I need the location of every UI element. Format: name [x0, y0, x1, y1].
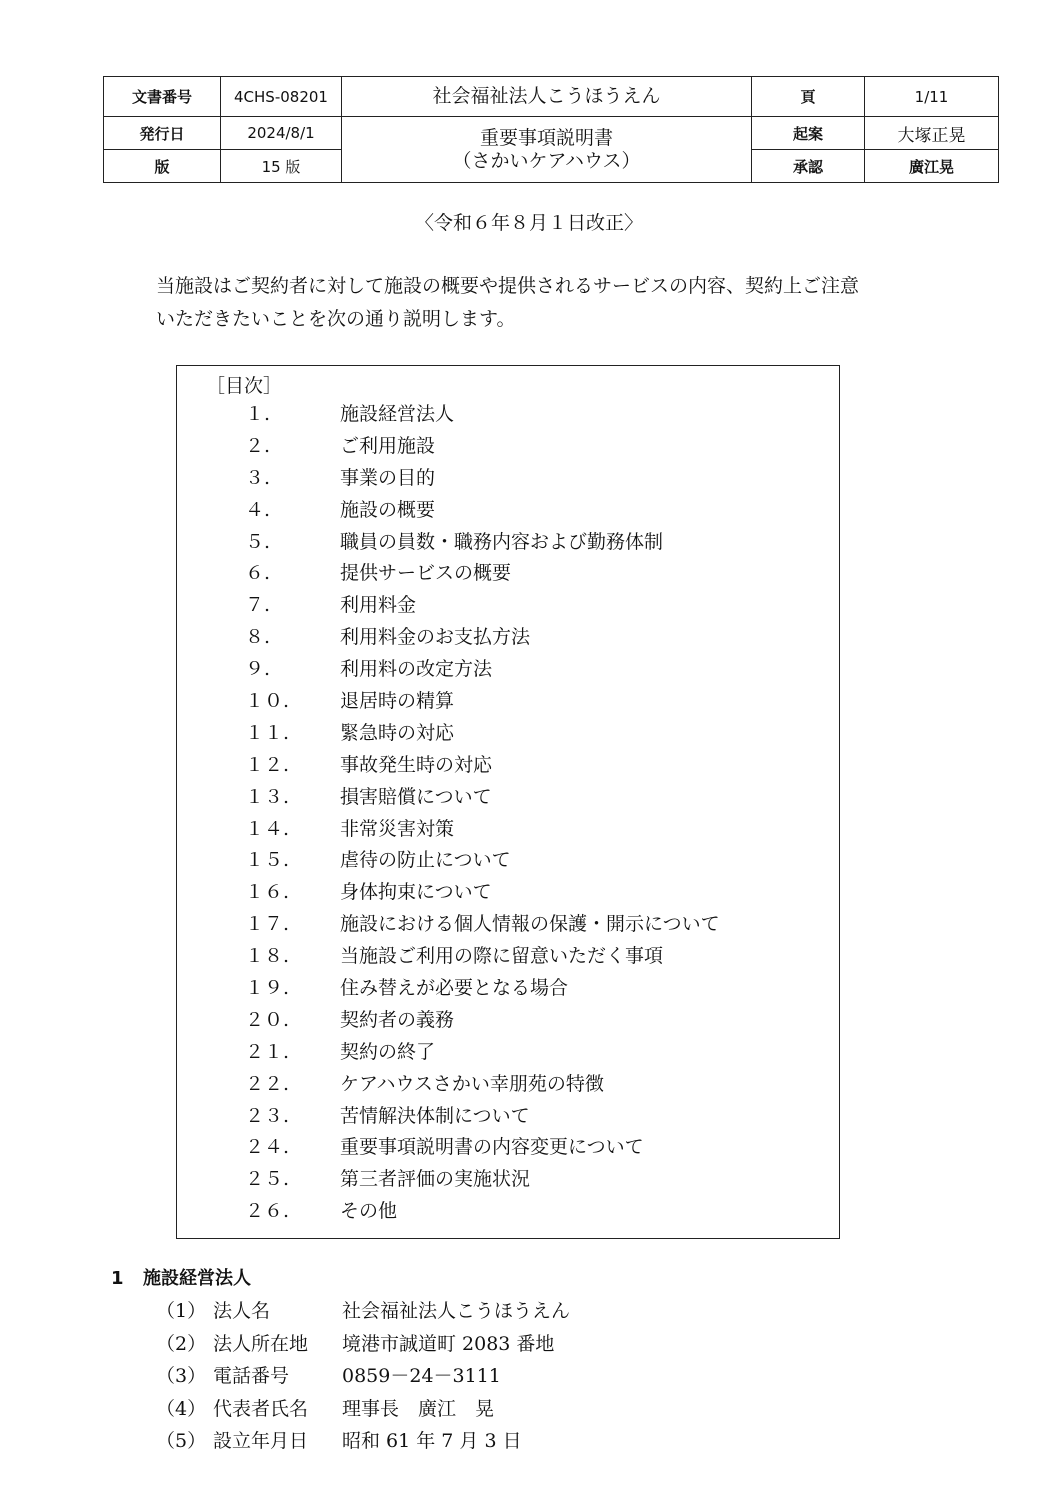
- drafted-by: 大塚正晃: [865, 117, 999, 150]
- toc-item-number: ２.: [245, 434, 271, 457]
- toc-item: [177, 718, 839, 750]
- toc-item-label: 住み替えが必要となる場合: [340, 977, 569, 1000]
- toc-item: [177, 686, 839, 718]
- item-key: 設立年月日: [213, 1430, 309, 1452]
- toc-item: [177, 1005, 839, 1037]
- toc-item-number: １２.: [245, 753, 290, 776]
- item-number: （1）: [156, 1300, 207, 1322]
- toc-item-label: 利用料の改定方法: [340, 658, 493, 681]
- toc-item: [177, 1132, 839, 1164]
- section-item: [156, 1393, 856, 1426]
- document-title-line2: （さかいケアハウス）: [452, 149, 641, 172]
- toc-item-label: 提供サービスの概要: [340, 562, 512, 585]
- item-key: 代表者氏名: [213, 1397, 309, 1420]
- approved-by: 廣江晃: [865, 150, 999, 183]
- toc-item-label: 施設経営法人: [340, 403, 455, 425]
- toc-item-number: ６.: [245, 562, 271, 585]
- toc-item: [177, 1164, 839, 1196]
- toc-item: [177, 1037, 839, 1069]
- toc-item-label: 契約者の義務: [340, 1008, 455, 1031]
- toc-item-number: １７.: [245, 913, 290, 936]
- toc-item-number: ７.: [245, 594, 271, 617]
- doc-number-label: 文書番号: [104, 77, 221, 117]
- toc-item-label: 第三者評価の実施状況: [340, 1168, 531, 1191]
- toc-item: [177, 463, 839, 495]
- toc-item: [177, 814, 839, 846]
- item-number: （5）: [156, 1430, 207, 1452]
- document-title-line1: 重要事項説明書: [479, 126, 613, 149]
- toc-item: [177, 527, 839, 559]
- item-value: 昭和 61 年 7 月 3 日: [342, 1430, 522, 1452]
- section-item: [156, 1425, 856, 1458]
- item-key: 電話番号: [213, 1365, 290, 1387]
- toc-item-number: １５.: [245, 849, 290, 872]
- toc-item-label: 職員の員数・職務内容および勤務体制: [340, 530, 664, 553]
- toc-item-number: １１.: [245, 721, 290, 744]
- toc-item: [177, 431, 839, 463]
- item-value: 理事長 廣江 晃: [342, 1397, 495, 1420]
- page-number: 1/11: [865, 77, 999, 117]
- toc-item-number: ２３.: [245, 1104, 290, 1127]
- toc-item-number: ４.: [245, 498, 271, 521]
- toc-item: [177, 1196, 839, 1228]
- toc-item: [177, 399, 839, 431]
- toc-item-label: 当施設ご利用の際に留意いただく事項: [340, 945, 664, 968]
- toc-item: [177, 1101, 839, 1133]
- toc-item-label: 損害賠償について: [340, 785, 492, 808]
- toc-item-number: １３.: [245, 785, 290, 808]
- intro-paragraph: [156, 270, 956, 336]
- toc-item-number: １９.: [245, 977, 290, 1000]
- toc-item-label: 利用料金のお支払方法: [340, 626, 531, 649]
- section-item-list: [156, 1295, 856, 1458]
- toc-item-number: ３.: [245, 466, 271, 489]
- item-number: （4）: [156, 1397, 207, 1420]
- toc-item-number: ２１.: [245, 1040, 290, 1063]
- item-number: （3）: [156, 1365, 207, 1387]
- toc-item: [177, 590, 839, 622]
- toc-item-label: ケアハウスさかい幸朋苑の特徴: [340, 1072, 604, 1095]
- toc-item: [177, 495, 839, 527]
- toc-item-number: １０.: [245, 690, 290, 713]
- draft-label: 起案: [752, 117, 865, 150]
- toc-item-label: 非常災害対策: [340, 817, 455, 840]
- toc-item: [177, 909, 839, 941]
- approval-label: 承認: [752, 150, 865, 183]
- toc-list: [177, 399, 839, 1228]
- toc-item: [177, 558, 839, 590]
- item-value: 境港市誠道町 2083 番地: [342, 1332, 555, 1355]
- toc-item-label: その他: [340, 1200, 398, 1223]
- toc-item-number: ２４.: [245, 1136, 290, 1159]
- toc-item-number: ２６.: [245, 1200, 290, 1223]
- toc-item-number: ８.: [245, 626, 271, 649]
- section-heading: [111, 1264, 251, 1290]
- toc-item-number: １.: [245, 403, 271, 425]
- toc-item-label: ご利用施設: [340, 434, 436, 457]
- organization-name: 社会福祉法人こうほうえん: [342, 77, 752, 117]
- toc-item-number: １４.: [245, 817, 290, 840]
- page-label: 頁: [752, 77, 865, 117]
- toc-item-number: ５.: [245, 530, 271, 553]
- toc-item: [177, 782, 839, 814]
- toc-title: ［目次］: [206, 375, 283, 397]
- toc-item-label: 退居時の精算: [340, 690, 455, 713]
- toc-item-label: 施設の概要: [340, 498, 436, 521]
- toc-item-number: ２０.: [245, 1008, 290, 1031]
- edition: 15 版: [221, 150, 342, 183]
- toc-item: [177, 750, 839, 782]
- toc-item-label: 苦情解決体制について: [340, 1104, 530, 1127]
- item-key: 法人名: [213, 1300, 271, 1322]
- item-key: 法人所在地: [213, 1332, 309, 1355]
- toc-item: [177, 654, 839, 686]
- section-item: [156, 1328, 856, 1361]
- section-item: [156, 1360, 856, 1393]
- toc-item-number: １６.: [245, 881, 290, 904]
- toc-item-number: ２５.: [245, 1168, 290, 1191]
- toc-item: [177, 622, 839, 654]
- toc-item-label: 重要事項説明書の内容変更について: [340, 1136, 644, 1159]
- toc-item: [177, 845, 839, 877]
- toc-item-label: 事業の目的: [340, 466, 436, 489]
- toc-item: [177, 1069, 839, 1101]
- toc-item-label: 虐待の防止について: [340, 849, 511, 872]
- toc-item-label: 緊急時の対応: [340, 721, 455, 744]
- section-item: [156, 1295, 856, 1328]
- document-header-table: [103, 76, 998, 183]
- toc-item-number: ２２.: [245, 1072, 290, 1095]
- toc-item-label: 身体拘束について: [340, 881, 492, 904]
- toc-item-label: 施設における個人情報の保護・開示について: [340, 913, 720, 936]
- item-number: （2）: [156, 1332, 207, 1355]
- item-value: 0859－24－3111: [342, 1365, 501, 1387]
- toc-item: [177, 877, 839, 909]
- toc-item-label: 契約の終了: [340, 1040, 436, 1063]
- section-number: 1: [111, 1268, 124, 1289]
- toc-item-number: １８.: [245, 945, 290, 968]
- toc-item-label: 利用料金: [340, 594, 417, 617]
- item-value: 社会福祉法人こうほうえん: [342, 1300, 571, 1322]
- intro-line: 当施設はご契約者に対して施設の概要や提供されるサービスの内容、契約上ご注意: [156, 275, 860, 297]
- revision-note: 〈令和６年８月１日改正〉: [414, 212, 643, 234]
- section-title: 施設経営法人: [143, 1268, 251, 1289]
- document-title: [342, 117, 752, 183]
- edition-label: 版: [104, 150, 221, 183]
- issue-date: 2024/8/1: [221, 117, 342, 150]
- toc-item-label: 事故発生時の対応: [340, 753, 493, 776]
- doc-number: 4CHS-08201: [221, 77, 342, 117]
- table-of-contents: [176, 365, 840, 1239]
- toc-item-number: ９.: [245, 658, 271, 681]
- toc-item: [177, 973, 839, 1005]
- issue-date-label: 発行日: [104, 117, 221, 150]
- intro-line: いただきたいことを次の通り説明します。: [156, 308, 516, 330]
- toc-item: [177, 941, 839, 973]
